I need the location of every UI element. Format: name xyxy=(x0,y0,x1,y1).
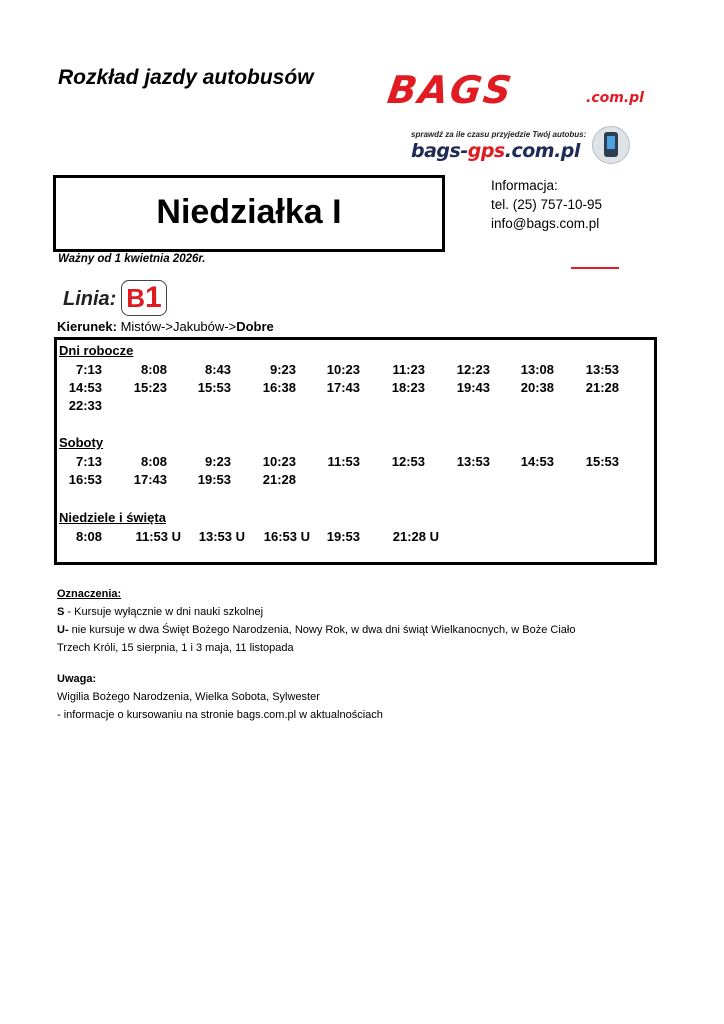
departure-time: 13:53 xyxy=(456,454,490,469)
brand-suffix: .com.pl xyxy=(586,90,644,106)
departure-time: 21:28 xyxy=(585,380,619,395)
contact-info xyxy=(491,176,602,233)
gps-url-part: .com.pl xyxy=(504,140,580,162)
departure-time: 11:53 U xyxy=(135,529,181,544)
info-email: info@bags.com.pl xyxy=(491,216,600,231)
red-divider xyxy=(571,267,619,269)
departure-time: 10:23 xyxy=(262,454,296,469)
section-sundays-title: Niedziele i święta xyxy=(59,510,166,525)
bags-logo xyxy=(384,68,650,114)
gps-tagline: sprawdź za ile czasu przyjedzie Twój autobus: xyxy=(411,130,587,139)
gps-url-part: bags- xyxy=(411,140,468,162)
departure-time: 21:28 xyxy=(262,472,296,487)
notes-line-1: Wigilia Bożego Narodzenia, Wielka Sobota, Sylwester xyxy=(57,691,320,703)
legend-u-text: nie kursuje w dwa Święt Bożego Narodzenia, Nowy Rok, w dwa dni świąt Wielkanocnych, w Boże Ciało xyxy=(68,624,576,636)
direction xyxy=(57,319,274,334)
departure-time: 16:53 xyxy=(68,472,102,487)
legend xyxy=(57,585,575,657)
departure-time: 20:38 xyxy=(520,380,554,395)
departure-time: 14:53 xyxy=(520,454,554,469)
legend-s xyxy=(57,603,575,621)
departure-time: 8:08 xyxy=(140,362,167,377)
direction-label: Kierunek: xyxy=(57,319,117,334)
document-title: Rozkład jazdy autobusów xyxy=(58,66,314,89)
brand-name: BAGS xyxy=(384,68,517,112)
departure-time: 14:53 xyxy=(68,380,102,395)
departure-time: 12:23 xyxy=(456,362,490,377)
departure-time: 15:53 xyxy=(585,454,619,469)
direction-destination: Dobre xyxy=(236,319,274,334)
legend-s-text: - Kursuje wyłącznie w dni nauki szkolnej xyxy=(64,606,264,618)
stop-name: Niedziałka I xyxy=(156,193,342,231)
timetable-row xyxy=(57,472,654,490)
departure-time: 22:33 xyxy=(68,398,102,413)
departure-time: 16:53 U xyxy=(263,529,310,544)
departure-time: 12:53 xyxy=(391,454,425,469)
gps-url xyxy=(411,140,580,162)
departure-time: 8:08 xyxy=(75,529,102,544)
departure-time: 18:23 xyxy=(391,380,425,395)
departure-time: 13:08 xyxy=(520,362,554,377)
section-weekdays-title: Dni robocze xyxy=(59,343,134,358)
line-badge xyxy=(121,280,167,316)
departure-time: 9:23 xyxy=(204,454,231,469)
notes-line-2: - informacje o kursowaniu na stronie bags.com.pl w aktualnościach xyxy=(57,709,383,721)
line-number: 1 xyxy=(145,281,162,314)
departure-time: 13:53 xyxy=(585,362,619,377)
departure-time: 13:53 U xyxy=(198,529,245,544)
departure-time: 8:43 xyxy=(204,362,231,377)
departure-time: 10:23 xyxy=(326,362,360,377)
stop-name-box xyxy=(53,175,445,252)
departure-time: 11:53 xyxy=(327,454,360,469)
departure-time: 19:53 xyxy=(197,472,231,487)
timetable xyxy=(54,337,657,565)
departure-time: 11:23 xyxy=(392,362,425,377)
info-label: Informacja: xyxy=(491,178,558,193)
line-label: Linia: xyxy=(63,288,117,310)
smartphone-icon xyxy=(592,126,630,164)
notes-title: Uwaga: xyxy=(57,673,97,685)
departure-time: 15:23 xyxy=(133,380,167,395)
gps-url-accent: gps xyxy=(467,140,505,162)
departure-time: 17:43 xyxy=(133,472,167,487)
legend-u-key: U- xyxy=(57,624,69,636)
departure-time: 15:53 xyxy=(197,380,231,395)
valid-from: Ważny od 1 kwietnia 2026r. xyxy=(58,253,206,265)
departure-time: 16:38 xyxy=(262,380,296,395)
line-prefix: B xyxy=(126,283,146,313)
departure-time: 17:43 xyxy=(326,380,360,395)
departure-time: 19:43 xyxy=(456,380,490,395)
section-saturdays-title: Soboty xyxy=(59,435,104,450)
legend-title: Oznaczenia: xyxy=(57,588,122,600)
departure-time: 7:13 xyxy=(75,454,102,469)
timetable-row xyxy=(57,398,654,416)
departure-time: 9:23 xyxy=(269,362,296,377)
timetable-row xyxy=(57,380,654,398)
departure-time: 8:08 xyxy=(140,454,167,469)
timetable-row xyxy=(57,529,654,547)
departure-time: 19:53 xyxy=(326,529,360,544)
legend-s-key: S xyxy=(57,606,65,618)
timetable-row xyxy=(57,362,654,380)
legend-u xyxy=(57,621,575,639)
timetable-row xyxy=(57,454,654,472)
departure-time: 21:28 U xyxy=(392,529,439,544)
departure-time: 7:13 xyxy=(75,362,102,377)
legend-u-text-2: Trzech Króli, 15 sierpnia, 1 i 3 maja, 11 listopada xyxy=(57,642,294,654)
notes xyxy=(57,670,383,724)
direction-route: Mistów->Jakubów-> xyxy=(120,319,237,334)
info-phone: tel. (25) 757-10-95 xyxy=(491,197,603,212)
